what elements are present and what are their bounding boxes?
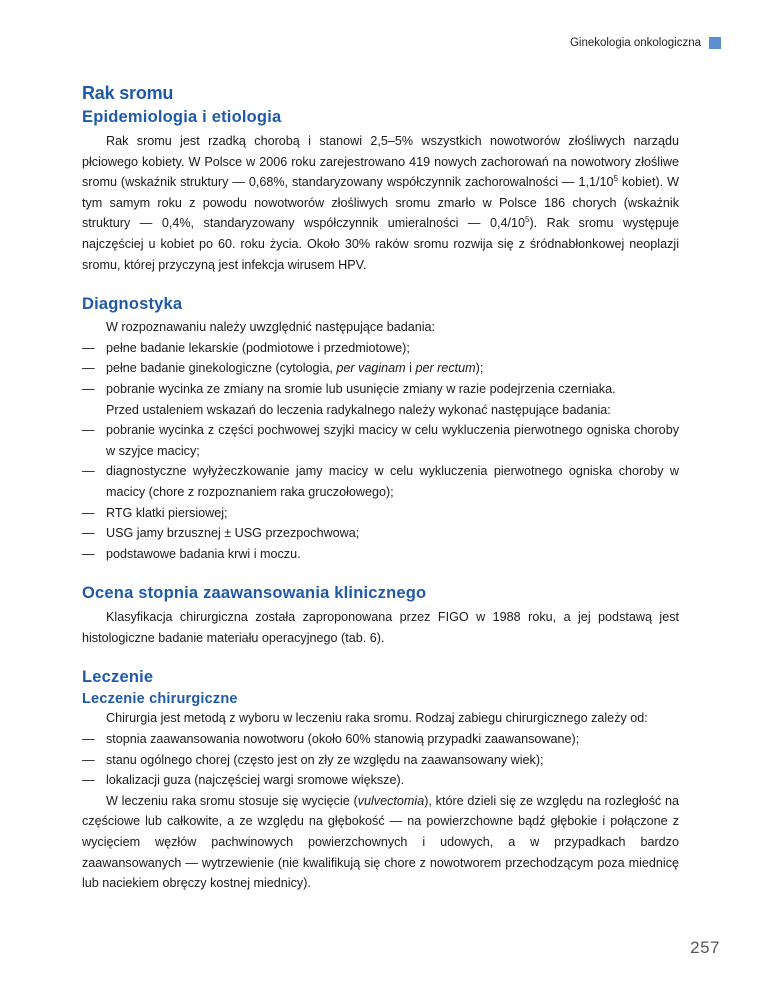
list-item	[82, 358, 679, 379]
text-run: pełne badanie ginekologiczne (cytologia,	[106, 361, 337, 376]
superscript: 5	[613, 174, 618, 184]
chapter-title: Rak sromu	[82, 83, 174, 103]
running-head	[570, 37, 721, 49]
list-item: — stopnia zaawansowania nowotworu (około 60% stanowią przypadki zaawansowane);	[82, 729, 679, 750]
list-item: — pobranie wycinka ze zmiany na sromie lub usunięcie zmiany w razie podejrzenia czerniaka.	[82, 379, 679, 400]
paragraph-epidemiology	[82, 131, 679, 275]
heading-epidemiology: Epidemiologia i etiologia	[82, 108, 282, 126]
heading-diagnostics: Diagnostyka	[82, 295, 183, 314]
list-item: — RTG klatki piersiowej;	[82, 503, 679, 524]
text-run: kobiet). W tym samym roku z powodu nowotworów złośliwych sromu zmarło w Polsce 186 chorych (wskaźnik struktury — 0,4%, standaryzowany współczynnik umieralności — 0,4/10	[82, 175, 679, 231]
list-item: — stanu ogólnego chorej (często jest on zły ze względu na zaawansowany wiek);	[82, 750, 679, 771]
text-run: ), które dzieli się ze względu na rozległość na częściowe lub całkowite, a ze względu na głębokość — na powierzchowne bądź głębokie i połączone z wycięciem węzłów pachwinowych powierzchownych i udowych, a w przypadkach bardzo zaawansowanych — wytrzewienie (nie kwalifikują się chore z nowotworem przechodzącym poza miednicę lub naciekiem obręczy kostnej miednicy).	[82, 793, 680, 891]
subheading-surgical-treatment: Leczenie chirurgiczne	[82, 691, 238, 708]
paragraph-diagnostics-intro2: Przed ustaleniem wskazań do leczenia radykalnego należy wykonać następujące badania:	[106, 402, 611, 417]
list-item: — podstawowe badania krwi i moczu.	[82, 544, 679, 565]
list-item: — USG jamy brzusznej ± USG przezpochwowa;	[82, 523, 679, 544]
text-run: ). Rak sromu występuje najczęściej u kobiet po 60. roku życia. Około 30% raków sromu rozwija się z śródnabłonkowej neoplazji sromu, której przyczyną jest infekcja wirusem HPV.	[82, 216, 679, 272]
heading-treatment: Leczenie	[82, 668, 154, 687]
paragraph-staging: Klasyfikacja chirurgiczna została zaproponowana przez FIGO w 1988 roku, a jej podstawą jest histologiczne badanie materiału operacyjnego (tab. 6).	[82, 610, 679, 645]
heading-staging: Ocena stopnia zaawansowania klinicznego	[82, 584, 427, 603]
list-item: — pobranie wycinka z części pochwowej szyjki macicy w celu wykluczenia pierwotnego ogniska choroby w szyjce macicy;	[82, 420, 679, 461]
list-treatment	[82, 729, 679, 791]
list-item: — pełne badanie lekarskie (podmiotowe i przedmiotowe);	[82, 338, 679, 359]
page-content	[82, 82, 679, 894]
list-item: — diagnostyczne wyłyżeczkowanie jamy macicy w celu wykluczenia pierwotnego ogniska choroby w macicy (chore z rozpoznaniem raka gruczołowego);	[82, 461, 679, 502]
italic-text: vulvectomia	[357, 793, 425, 808]
italic-text: per rectum	[415, 361, 476, 376]
paragraph-treatment-1: Chirurgia jest metodą z wyboru w leczeniu raka sromu. Rodzaj zabiegu chirurgicznego zależy od:	[106, 711, 648, 726]
page-number: 257	[690, 938, 720, 957]
text-run: Rak sromu jest rzadką chorobą i stanowi 2,5–5% wszystkich nowotworów złośliwych narządu płciowego kobiety. W Polsce w 2006 roku zarejestrowano 419 nowych zachorowań na nowotwory złośliwe sromu (wskaźnik struktury — 0,68%, standaryzowany współczynnik zachorowalności — 1,1/10	[82, 134, 679, 190]
text-run: W leczeniu raka sromu stosuje się wycięcie (	[106, 793, 358, 808]
list-item: — lokalizacji guza (najczęściej wargi sromowe większe).	[82, 770, 679, 791]
paragraph-diagnostics-intro1: W rozpoznawaniu należy uwzględnić następujące badania:	[106, 320, 436, 335]
running-head-square-icon	[709, 37, 721, 49]
running-head-title: Ginekologia onkologiczna	[569, 37, 701, 49]
text-run: i	[405, 361, 416, 376]
text-run: );	[475, 361, 484, 376]
list-diagnostics-1	[82, 338, 679, 400]
superscript: 5	[525, 215, 530, 225]
paragraph-treatment-2	[82, 791, 679, 894]
italic-text: per vaginam	[336, 361, 406, 376]
list-diagnostics-2	[82, 420, 679, 564]
